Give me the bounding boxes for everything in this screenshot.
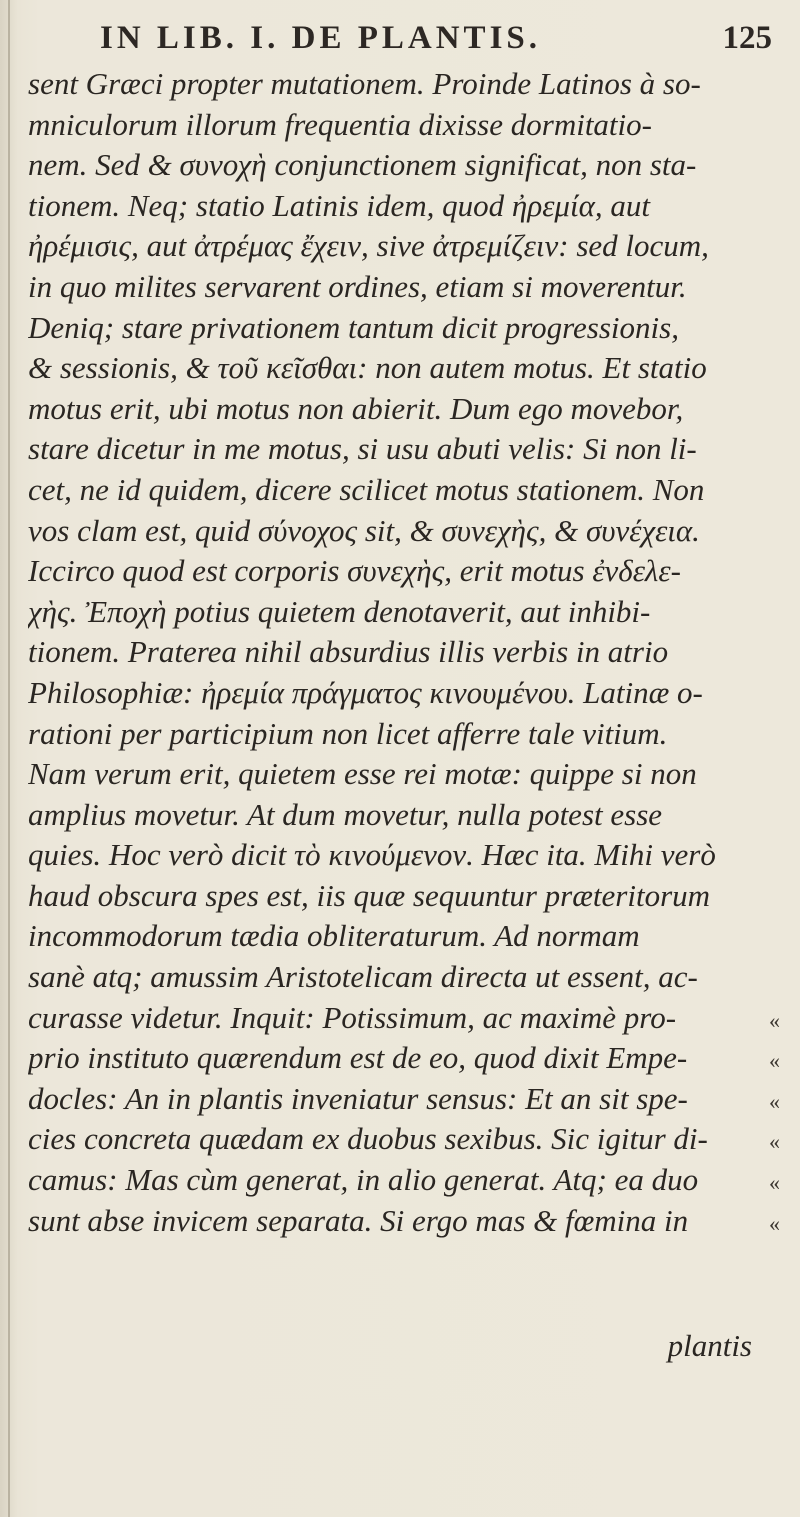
line-text: Iccirco quod est corporis συνεχὴς, erit motus ἐνδελε-	[28, 553, 681, 589]
line-text: haud obscura spes est, iis quæ sequuntur præteritorum	[28, 877, 711, 913]
text-line	[28, 1038, 780, 1079]
text-line	[28, 714, 780, 755]
text-line	[28, 348, 780, 389]
text-line	[28, 429, 780, 470]
line-text: quies. Hoc verò dicit τὸ κινούμενον. Hæc ita. Mihi verò	[28, 837, 716, 873]
text-line	[28, 1201, 780, 1242]
line-text: cet, ne id quidem, dicere scilicet motus stationem. Non	[28, 471, 705, 507]
line-text: Nam verum erit, quietem esse rei motæ: quippe si non	[28, 756, 697, 792]
line-text: sunt abse invicem separata. Si ergo mas & fœmina in	[28, 1202, 689, 1238]
marginal-quote-mark: «	[769, 1129, 780, 1155]
line-text: sanè atq; amussim Aristotelicam directa ut essent, ac-	[28, 959, 698, 995]
line-text: tionem. Praterea nihil absurdius illis verbis in atrio	[28, 634, 669, 670]
line-text: mniculorum illorum frequentia dixisse dormitatio-	[28, 106, 652, 142]
body-text	[28, 64, 780, 1241]
text-line	[28, 1119, 780, 1160]
marginal-quote-mark: «	[769, 1170, 780, 1196]
text-line	[28, 267, 780, 308]
text-line	[28, 389, 780, 430]
page-header	[0, 18, 800, 62]
text-line	[28, 145, 780, 186]
line-text: Philosophiæ: ἠρεμία πράγματος κινουμένου. Latinæ o-	[28, 674, 703, 710]
line-text: motus erit, ubi motus non abierit. Dum ego movebor,	[28, 390, 684, 426]
line-text: prio instituto quærendum est de eo, quod dixit Empe-	[28, 1040, 688, 1076]
text-line	[28, 551, 780, 592]
text-line	[28, 105, 780, 146]
line-text: tionem. Neq; statio Latinis idem, quod ἠρεμία, aut	[28, 187, 650, 223]
text-line	[28, 632, 780, 673]
running-head: IN LIB. I. DE PLANTIS.	[100, 20, 542, 56]
text-line	[28, 308, 780, 349]
text-line	[28, 470, 780, 511]
line-text: docles: An in plantis inveniatur sensus: Et an sit spe-	[28, 1080, 688, 1116]
line-text: amplius movetur. At dum movetur, nulla potest esse	[28, 796, 663, 832]
text-line	[28, 673, 780, 714]
text-line	[28, 592, 780, 633]
text-line	[28, 876, 780, 917]
line-text: rationi per participium non licet afferre tale vitium.	[28, 715, 668, 751]
page-number: 125	[722, 20, 772, 56]
text-line	[28, 754, 780, 795]
line-text: cies concreta quædam ex duobus sexibus. Sic igitur di-	[28, 1121, 708, 1157]
line-text: Deniq; stare privationem tantum dicit progressionis,	[28, 309, 679, 345]
line-text: ἠρέμισις, aut ἀτρέμας ἔχειν, sive ἀτρεμίζειν: sed locum,	[28, 228, 709, 264]
text-line	[28, 835, 780, 876]
marginal-quote-mark: «	[769, 1210, 780, 1236]
text-line	[28, 998, 780, 1039]
line-text: curasse videtur. Inquit: Potissimum, ac maximè pro-	[28, 999, 677, 1035]
text-line	[28, 1079, 780, 1120]
text-line	[28, 511, 780, 552]
text-line	[28, 795, 780, 836]
text-line	[28, 916, 780, 957]
line-text: stare dicetur in me motus, si usu abuti velis: Si non li-	[28, 431, 697, 467]
catchword-row	[28, 1328, 780, 1368]
line-text: sent Græci propter mutationem. Proinde Latinos à so-	[28, 66, 701, 101]
text-line	[28, 64, 780, 105]
line-text: camus: Mas cùm generat, in alio generat. Atq; ea duo	[28, 1162, 699, 1198]
marginal-quote-mark: «	[769, 1007, 780, 1033]
marginal-quote-mark: «	[769, 1048, 780, 1074]
text-line	[28, 186, 780, 227]
text-line	[28, 957, 780, 998]
line-text: vos clam est, quid σύνοχος sit, & συνεχὴς, & συνέχεια.	[28, 512, 700, 548]
line-text: in quo milites servarent ordines, etiam si moverentur.	[28, 268, 687, 304]
line-text: incommodorum tædia obliteraturum. Ad normam	[28, 918, 640, 954]
binding-gutter	[8, 0, 10, 1517]
text-line	[28, 226, 780, 267]
text-line	[28, 1160, 780, 1201]
catchword: plantis	[667, 1328, 752, 1363]
marginal-quote-mark: «	[769, 1088, 780, 1114]
line-text: nem. Sed & συνοχὴ conjunctionem significat, non sta-	[28, 147, 697, 183]
line-text: χὴς. Ἐποχὴ potius quietem denotaverit, aut inhibi-	[28, 593, 651, 629]
line-text: & sessionis, & τοῦ κεῖσθαι: non autem motus. Et statio	[28, 350, 707, 386]
